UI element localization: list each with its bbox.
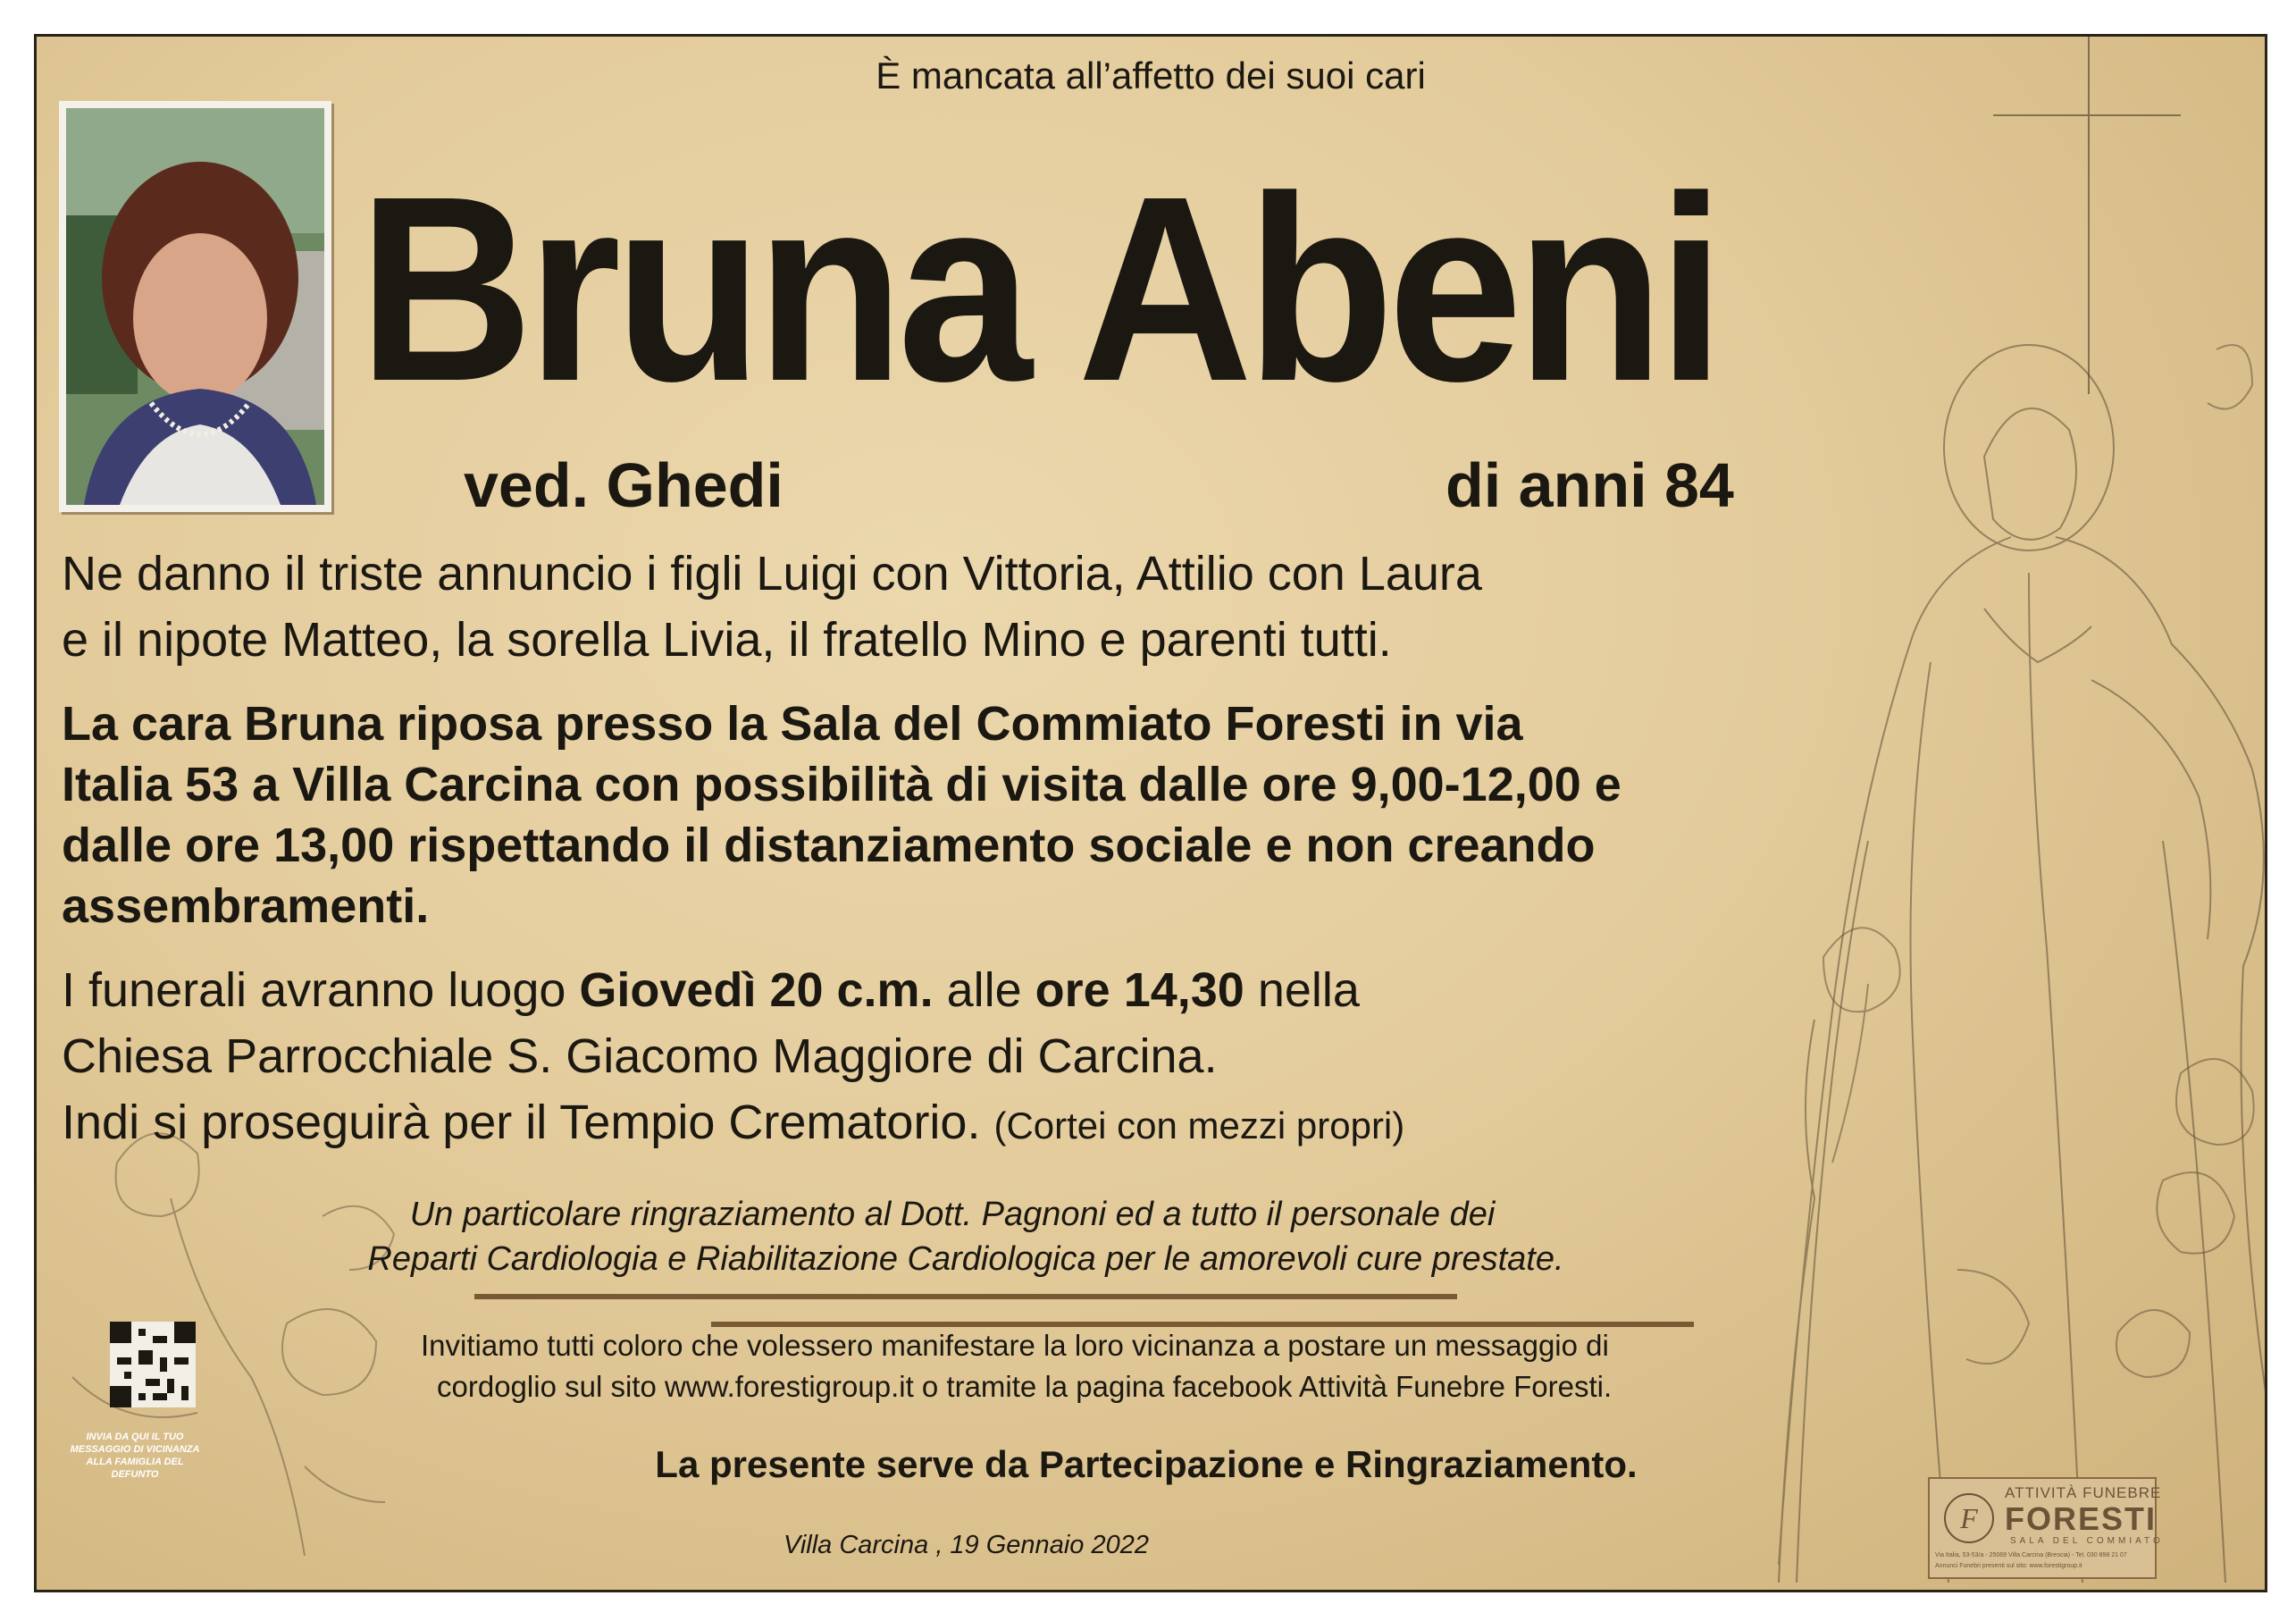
- madonna-sketch: [1779, 345, 2265, 1583]
- portrait-image: [66, 108, 324, 505]
- announcement-line-1: Ne danno il triste annuncio i figli Luigi con Vittoria, Attilio con Laura: [62, 547, 1482, 601]
- logo-brand: FORESTI: [2005, 1500, 2158, 1537]
- funeral-time: ore 14,30: [1035, 963, 1244, 1017]
- funeral-crematory: Indi si proseguirà per il Tempio Crematorio.: [62, 1096, 981, 1149]
- funeral-text-a: I funerali avranno luogo: [62, 963, 580, 1017]
- lily-flowers-right: [1823, 345, 2254, 1377]
- funeral-text-b: alle: [933, 963, 1035, 1017]
- visitation-line-3: dalle ore 13,00 rispettando il distanziamento sociale e non creando: [62, 819, 1596, 872]
- logo-address: Via Italia, 53-53/a - 25069 Villa Carcina (Brescia) - Tel. 030 898 21 07: [1935, 1552, 2127, 1558]
- funeral-text-c: nella: [1244, 963, 1360, 1017]
- qr-caption: INVIA DA QUI IL TUO MESSAGGIO DI VICINANZA ALLA FAMIGLIA DEL DEFUNTO: [70, 1432, 200, 1480]
- visitation-line-1: La cara Bruna riposa presso la Sala del Commiato Foresti in via: [62, 697, 1523, 751]
- deceased-photo: [59, 101, 331, 512]
- logo-line-3: SALA DEL COMMIATO: [2010, 1536, 2164, 1546]
- funeral-day: Giovedì 20 c.m.: [579, 963, 934, 1017]
- divider-lines: [474, 1297, 1694, 1324]
- logo-line-1: ATTIVITÀ FUNEBRE: [2005, 1484, 2162, 1501]
- place-date: Villa Carcina , 19 Gennaio 2022: [783, 1531, 1149, 1559]
- logo-emblem-icon: F: [1944, 1493, 1994, 1543]
- thanks-line-1: Un particolare ringraziamento al Dott. Pagnoni ed a tutto il personale dei: [409, 1196, 1496, 1233]
- announcement-line-2: e il nipote Matteo, la sorella Livia, il fratello Mino e parenti tutti.: [62, 613, 1392, 667]
- age: di anni 84: [1445, 450, 1734, 520]
- intro-line: È mancata all’affetto dei suoi cari: [876, 55, 1426, 97]
- visitation-line-2: Italia 53 a Villa Carcina con possibilità di visita dalle ore 9,00-12,00 e: [62, 758, 1621, 811]
- deceased-name: Bruna Abeni: [358, 141, 1719, 436]
- thanks-line-2: Reparti Cardiologia e Riabilitazione Cardiologica per le amorevoli cure prestate.: [367, 1240, 1564, 1278]
- visitation-line-4: assembramenti.: [62, 879, 430, 933]
- invite-line-2: cordoglio sul sito www.forestigroup.it o tramite la pagina facebook Attività Funebre Foresti.: [437, 1370, 1613, 1403]
- funeral-line-2: Chiesa Parrocchiale S. Giacomo Maggiore di Carcina.: [62, 1029, 1218, 1083]
- funeral-line-3: [62, 1095, 1404, 1150]
- logo-web: Annunci Funebri presenti sul sito: www.forestigroup.it: [1935, 1563, 2082, 1569]
- funeral-line-1: [62, 962, 1360, 1018]
- closing-line: La presente serve da Partecipazione e Ringraziamento.: [655, 1443, 1638, 1485]
- widow-of: ved. Ghedi: [464, 450, 783, 520]
- qr-code[interactable]: [110, 1322, 196, 1407]
- obituary-poster: [34, 34, 2267, 1592]
- qr-code-icon: [110, 1322, 196, 1407]
- foresti-logo: [1928, 1477, 2164, 1579]
- funeral-note: (Cortei con mezzi propri): [993, 1104, 1405, 1146]
- invite-line-1: Invitiamo tutti coloro che volessero manifestare la loro vicinanza a postare un messaggio di: [421, 1329, 1609, 1362]
